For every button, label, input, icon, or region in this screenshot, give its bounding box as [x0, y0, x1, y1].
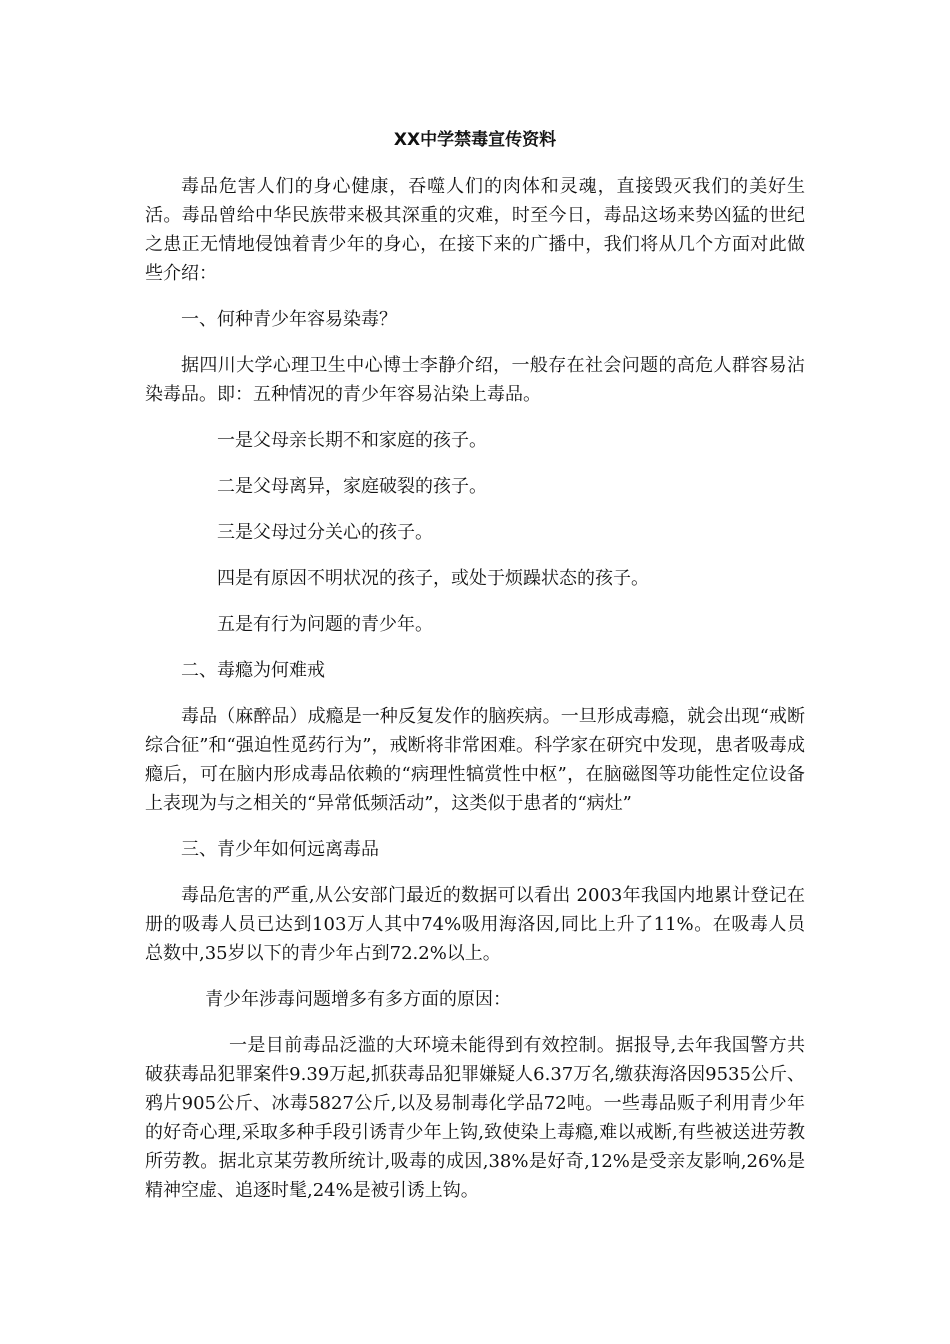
paragraph-addiction: 毒品（麻醉品）成瘾是一种反复发作的脑疾病。一旦形成毒瘾，就会出现“戒断综合征”和“强迫性觅药行为”，戒断将非常困难。科学家在研究中发现，患者吸毒成瘾后，可在脑内形成毒品依赖的“病理性犒赏性中枢”，在脑磁图等功能性定位设备上表现为与之相关的“异常低频活动”，这类似于患者的“病灶” — [145, 706, 805, 814]
paragraph-causes-intro: 青少年涉毒问题增多有多方面的原因： — [205, 989, 511, 1010]
list-item-5: 五是有行为问题的青少年。 — [217, 614, 433, 635]
document-title: XX中学禁毒宣传资料 — [393, 130, 557, 150]
section-heading-2: 二、毒瘾为何难戒 — [181, 660, 325, 681]
document-body — [145, 126, 805, 1222]
intro-paragraph: 毒品危害人们的身心健康，吞噬人们的肉体和灵魂，直接毁灭我们的美好生活。毒品曾给中华民族带来极其深重的灾难，时至今日，毒品这场来势凶猛的世纪之患正无情地侵蚀着青少年的身心，在接下来的广播中，我们将从几个方面对此做些介绍： — [145, 176, 805, 284]
section-heading-3: 三、青少年如何远离毒品 — [181, 839, 379, 860]
section-heading-1: 一、何种青少年容易染毒？ — [181, 309, 397, 330]
paragraph-cause-1: 一是目前毒品泛滥的大环境未能得到有效控制。据报导,去年我国警方共破获毒品犯罪案件9.39万起,抓获毒品犯罪嫌疑人6.37万名,缴获海洛因9535公斤、鸦片905公斤、冰毒5827公斤,以及易制毒化学品72吨。一些毒品贩子利用青少年的好奇心理,采取多种手段引诱青少年上钩,致使染上毒瘾,难以戒断,有些被送进劳教所劳教。据北京某劳教所统计,吸毒的成因,38%是好奇,12%是受亲友影响,26%是精神空虚、追逐时髦,24%是被引诱上钩。 — [145, 1035, 805, 1201]
paragraph-statistics: 毒品危害的严重,从公安部门最近的数据可以看出 2003年我国内地累计登记在册的吸毒人员已达到103万人其中74%吸用海洛因,同比上升了11%。在吸毒人员总数中,35岁以下的青少年占到72.2%以上。 — [145, 885, 805, 964]
paragraph-risk-groups: 据四川大学心理卫生中心博士李静介绍，一般存在社会问题的高危人群容易沾染毒品。即：五种情况的青少年容易沾染上毒品。 — [145, 355, 805, 405]
list-item-3: 三是父母过分关心的孩子。 — [217, 522, 433, 543]
list-item-1: 一是父母亲长期不和家庭的孩子。 — [217, 430, 487, 451]
list-item-4: 四是有原因不明状况的孩子，或处于烦躁状态的孩子。 — [217, 568, 649, 589]
list-item-2: 二是父母离异，家庭破裂的孩子。 — [217, 476, 487, 497]
